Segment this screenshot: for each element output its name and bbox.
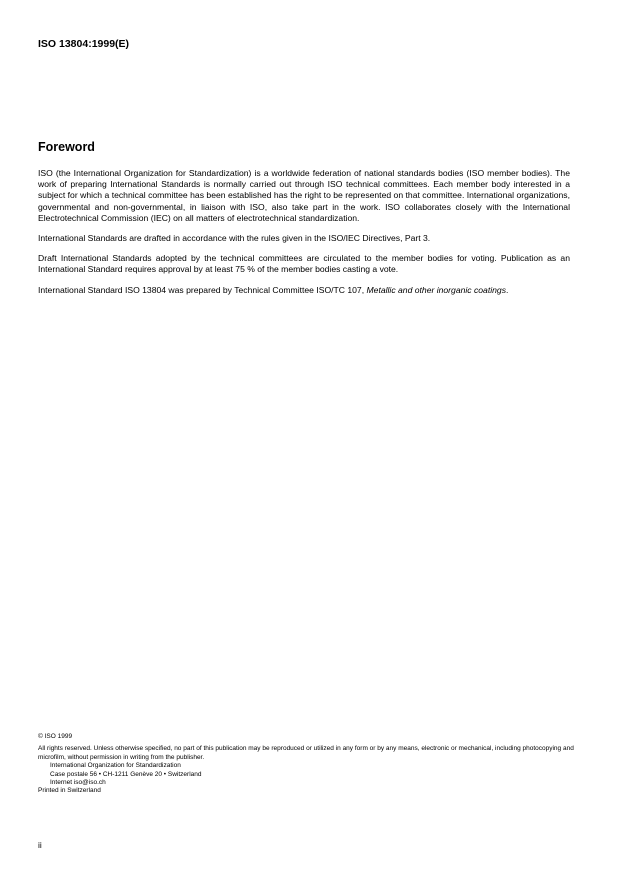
foreword-paragraph-1: ISO (the International Organization for Standardization) is a worldwide federation of national standards bodies (ISO member bodies). The work of preparing International Standards is normally carried out through ISO technical committees. Each member body interested in a subject for which a technical committee has been established has the right to be represented on that committee. International organizations, governmental and non-governmental, in liaison with ISO, also take part in the work. ISO collaborates closely with the International Electrotechnical Commission (IEC) on all matters of electrotechnical standardization.: [38, 168, 570, 223]
document-id: ISO 13804:1999(E): [38, 38, 130, 50]
copyright-line: © ISO 1999: [38, 733, 73, 740]
foreword-heading: Foreword: [38, 140, 95, 154]
p4-suffix: .: [506, 284, 509, 295]
org-internet: Internet iso@iso.ch: [50, 779, 106, 787]
foreword-paragraph-2: International Standards are drafted in accordance with the rules given in the ISO/IEC Directives, Part 3.: [38, 233, 431, 244]
foreword-body: [38, 168, 570, 305]
page-number: ii: [38, 840, 42, 850]
copyright-block: [38, 733, 583, 796]
org-address: Case postale 56 • CH-1211 Genève 20 • Switzerland: [50, 770, 202, 778]
printed-in: Printed in Switzerland: [38, 787, 101, 795]
org-name: International Organization for Standardization: [50, 762, 181, 770]
foreword-paragraph-3: Draft International Standards adopted by the technical committees are circulated to the member bodies for voting. Publication as an International Standard requires approval by at least 75 % of the member bodies casting a vote.: [38, 253, 570, 275]
committee-title: Metallic and other inorganic coatings: [366, 284, 506, 295]
rights-notice: All rights reserved. Unless otherwise specified, no part of this publication may be reproduced or utilized in any form or by any means, electronic or mechanical, including photocopying and microfilm, without permission in writing from the publisher.: [38, 745, 574, 761]
p4-prefix: International Standard ISO 13804 was prepared by Technical Committee ISO/TC 107,: [38, 284, 367, 295]
foreword-paragraph-4: [38, 285, 570, 296]
